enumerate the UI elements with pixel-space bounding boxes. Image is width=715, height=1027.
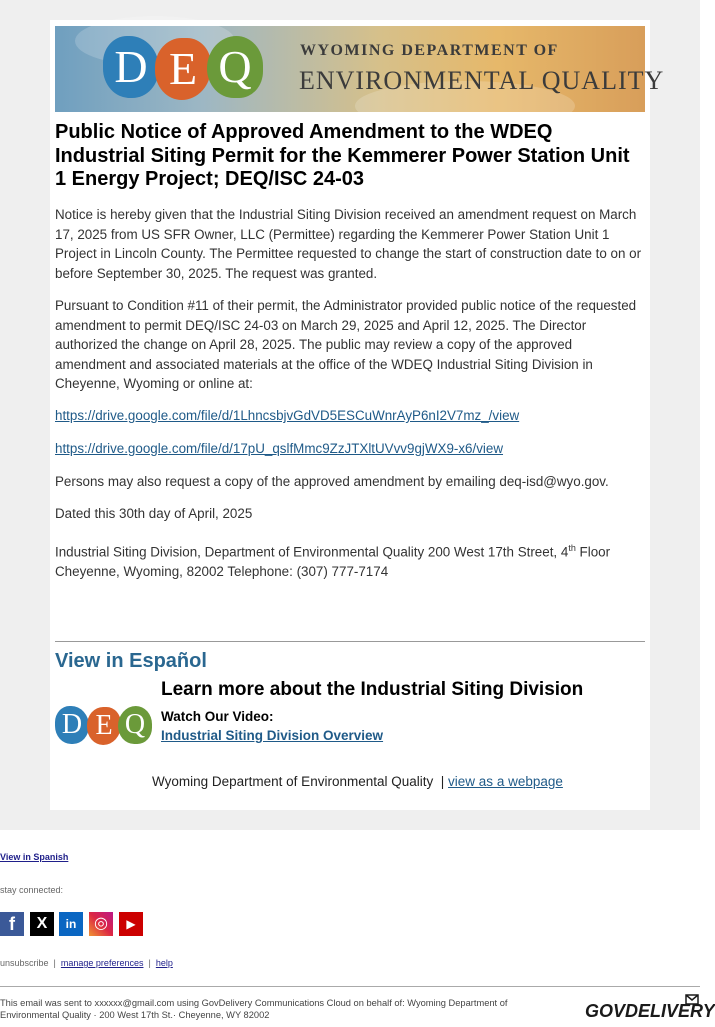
deq-banner xyxy=(55,26,665,112)
org-name: Wyoming Department of Environmental Quality xyxy=(152,774,434,789)
drive-link-1[interactable]: https://drive.google.com/file/d/1LhncsbjvGdVD5ESCuWnrAyP6nI2V7mz_/view xyxy=(55,408,520,423)
drive-link-2-row xyxy=(55,439,645,459)
section-divider xyxy=(55,641,645,642)
banner-title-line1: WYOMING DEPARTMENT OF xyxy=(300,42,559,59)
view-in-espanol-link[interactable]: View in Español xyxy=(55,650,207,672)
video-overview-link[interactable]: Industrial Siting Division Overview xyxy=(161,728,384,743)
envelope-icon xyxy=(685,993,699,1005)
drive-link-2[interactable]: https://drive.google.com/file/d/17pU_qslfMmc9ZzJTXltUVvv9gjWX9-x6/view xyxy=(55,441,504,456)
view-as-webpage-link[interactable]: view as a webpage xyxy=(448,774,563,789)
learn-more-heading: Learn more about the Industrial Siting Division xyxy=(161,679,584,700)
help-link[interactable]: help xyxy=(155,958,173,968)
facebook-icon[interactable]: f xyxy=(0,912,24,936)
footer-divider xyxy=(0,986,700,987)
view-in-spanish-link[interactable]: View in Spanish xyxy=(0,852,69,862)
address-superscript: th xyxy=(568,543,576,553)
watch-video-label: Watch Our Video: xyxy=(161,709,274,724)
sent-to-text: This email was sent to xxxxxx@gmail.com using GovDelivery Communications Cloud on behalf of: Wyoming Department of Environmental Quality · 200 West 17th St.· Cheyenne, WY 82002 xyxy=(0,998,508,1020)
banner-title-line2: ENVIRONMENTAL QUALITY xyxy=(299,66,665,95)
footer-separator-2: | xyxy=(148,958,151,968)
deq-small-letter-q: Q xyxy=(118,706,152,744)
notice-paragraph-2: Pursuant to Condition #11 of their permit, the Administrator provided public notice of the requested amendment to permit DEQ/ISC 24-03 on March 29, 2025 and April 12, 2025. The Director authorized the change on April 28, 2025. The public may review a copy of the approved amendment and associated materials at the office of the WDEQ Industrial Siting Division in Cheyenne, Wyoming or online at: xyxy=(55,298,637,392)
manage-preferences-link[interactable]: manage preferences xyxy=(60,958,144,968)
email-request-paragraph: Persons may also request a copy of the approved amendment by emailing deq-isd@wyo.gov. xyxy=(55,474,609,489)
footer-separator-1: | xyxy=(53,958,56,968)
govdelivery-logo: GOVDELIVERY xyxy=(585,1001,715,1021)
linkedin-icon[interactable]: in xyxy=(59,912,83,936)
deq-small-letter-e: E xyxy=(87,707,121,745)
youtube-icon[interactable]: ▶ xyxy=(119,912,143,936)
org-footer-line xyxy=(152,774,563,789)
notice-headline: Public Notice of Approved Amendment to the WDEQ Industrial Siting Permit for the Kemmerer Power Station Unit 1 Energy Project; DEQ/ISC 24-03 xyxy=(55,121,630,190)
drive-link-1-row xyxy=(55,406,645,426)
deq-letter-e: E xyxy=(155,38,211,100)
stay-connected-label: stay connected: xyxy=(0,885,64,895)
deq-small-letter-d: D xyxy=(55,706,89,744)
dated-line: Dated this 30th day of April, 2025 xyxy=(55,506,253,521)
notice-paragraph-1: Notice is hereby given that the Industrial Siting Division received an amendment request on March 17, 2025 from US SFR Owner, LLC (Permittee) regarding the Kemmerer Power Station Unit 1 Project in Lincoln County. The Permittee requested to change the start of construction date to on or before September 30, 2025. The request was granted. xyxy=(55,207,642,281)
address-paragraph xyxy=(55,539,645,582)
x-icon[interactable]: X xyxy=(30,912,54,936)
address-part-2: Floor Cheyenne, Wyoming, 82002 Telephone: (307) 777-7174 xyxy=(55,544,611,580)
instagram-icon[interactable]: ◎ xyxy=(89,912,113,936)
deq-letter-d: D xyxy=(103,36,159,98)
address-part-1: Industrial Siting Division, Department of Environmental Quality 200 West 17th Street, 4 xyxy=(55,544,569,560)
unsubscribe-link[interactable]: unsubscribe xyxy=(0,958,49,968)
deq-letter-q: Q xyxy=(207,36,263,98)
footer-links-row xyxy=(0,958,173,968)
org-footer-separator: | xyxy=(440,774,445,789)
